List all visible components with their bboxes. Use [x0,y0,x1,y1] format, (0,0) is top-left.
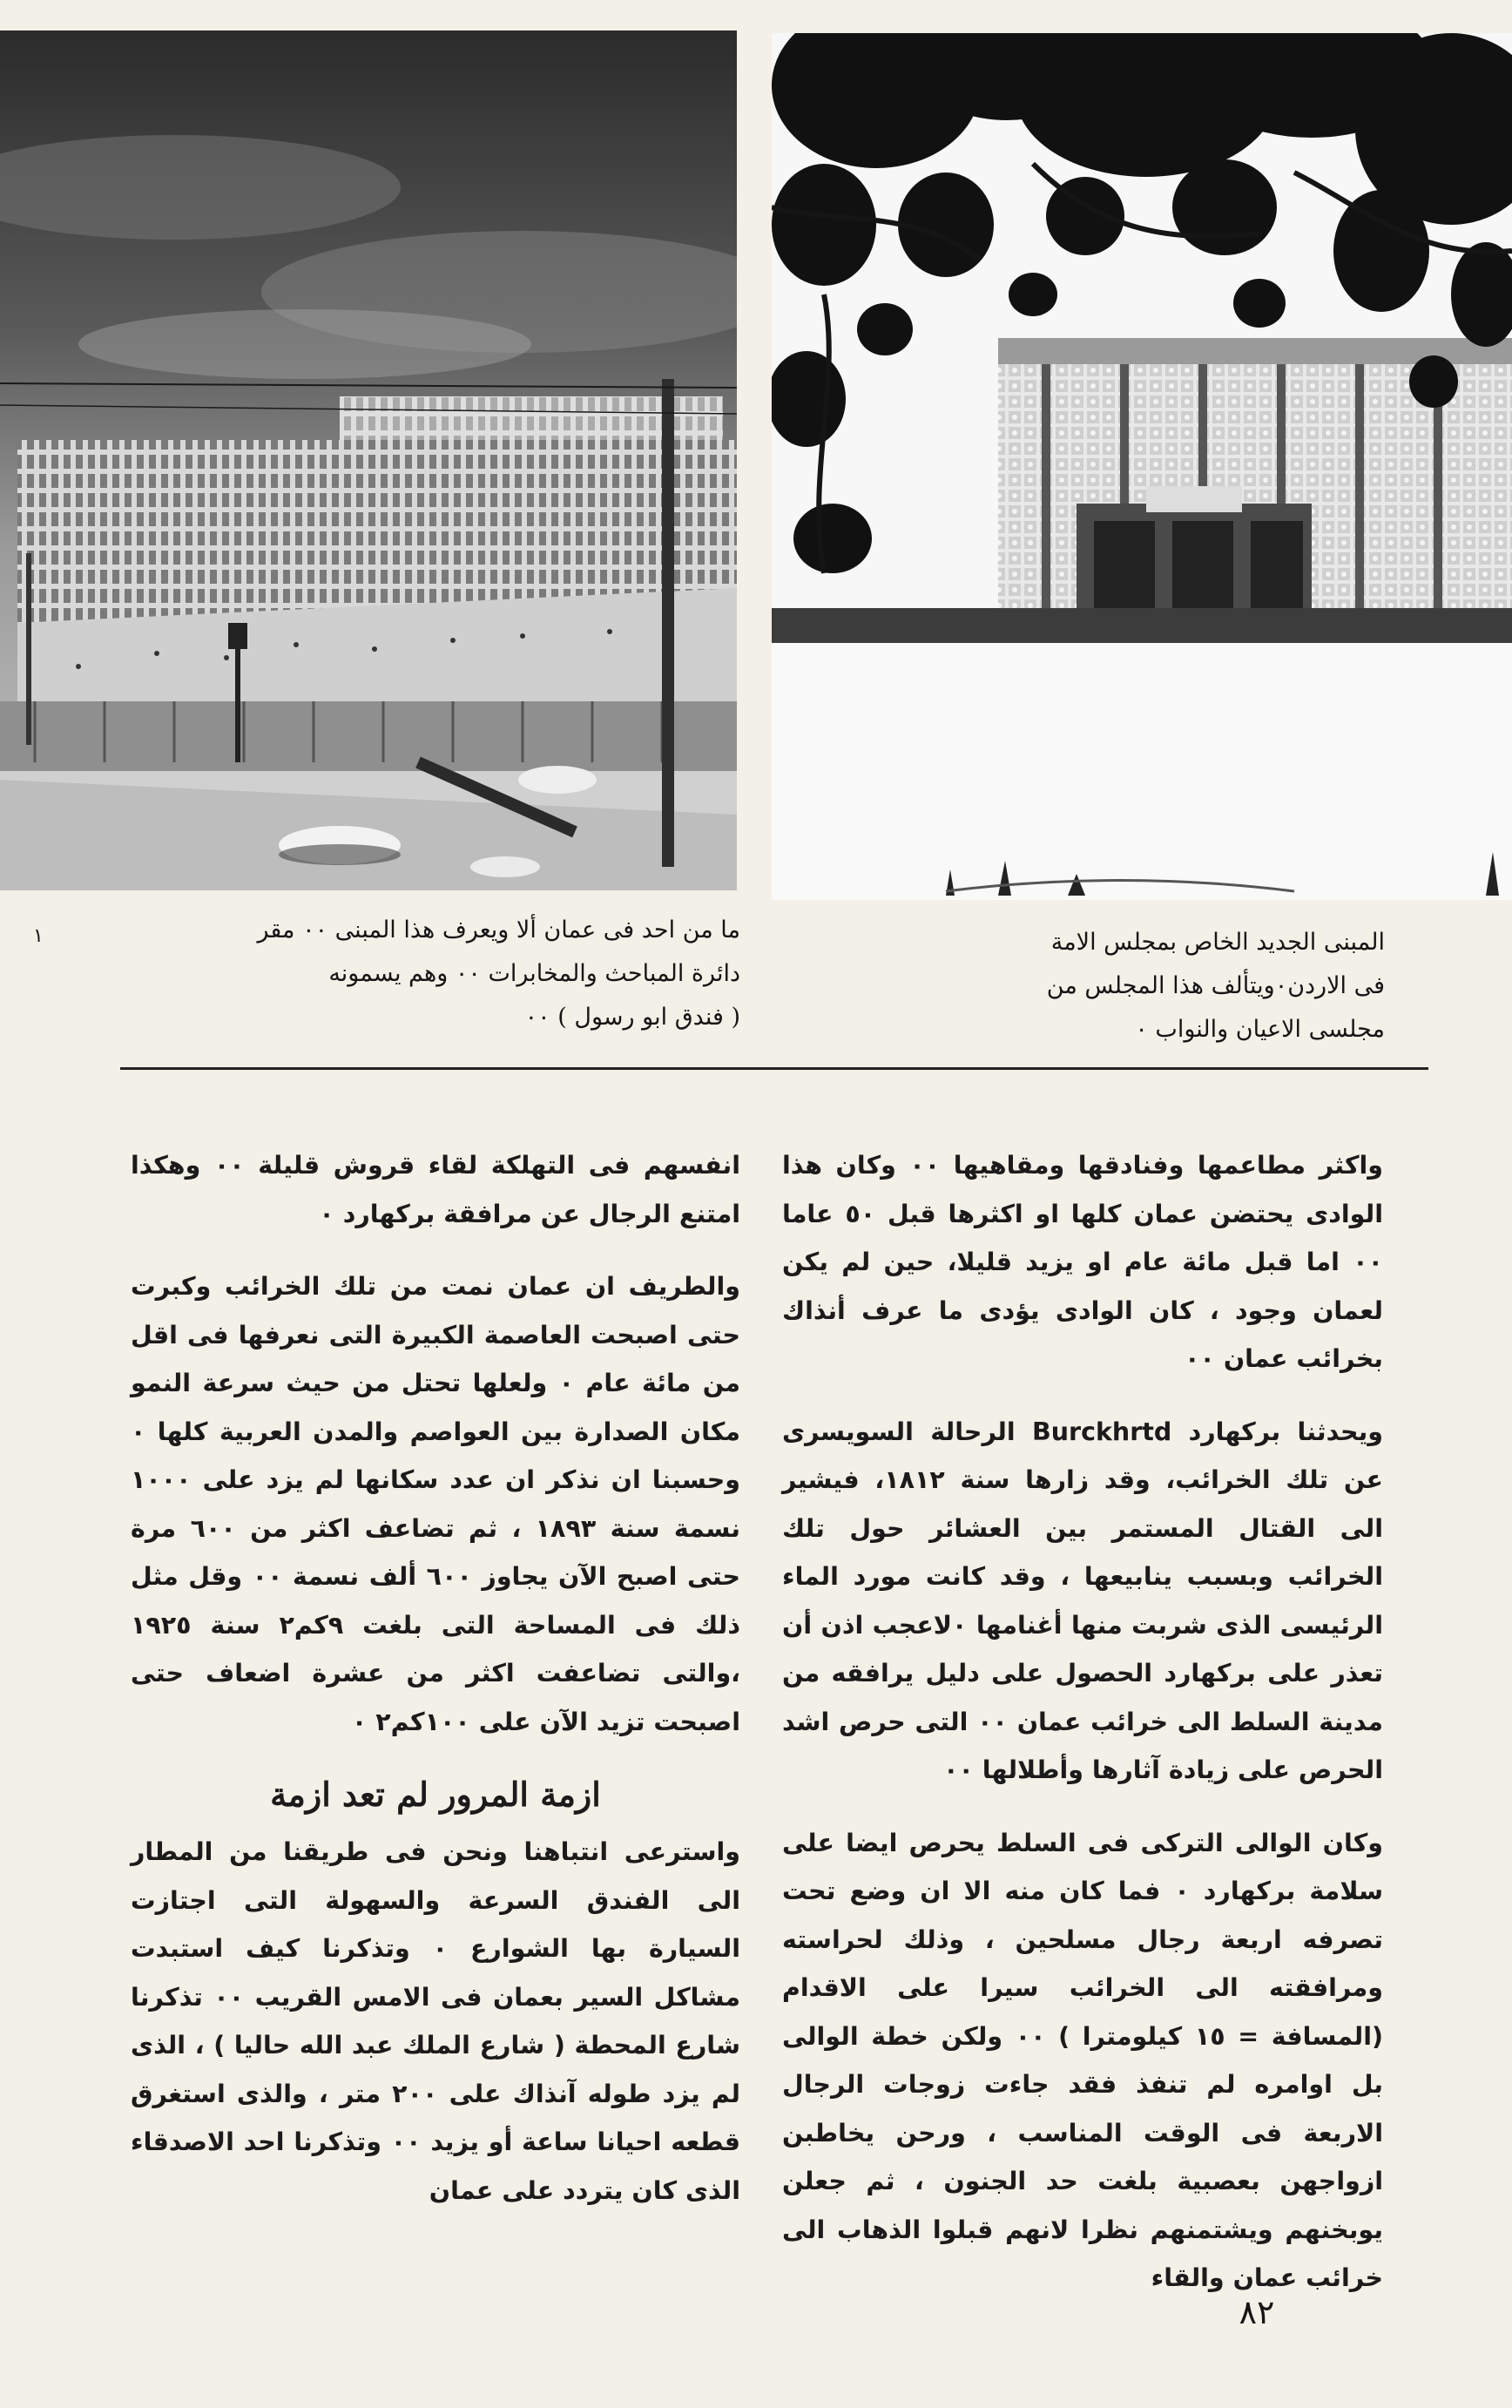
photo-intelligence-building [0,30,737,890]
article-column-right [782,1141,1383,2303]
caption-parliament-building [949,921,1385,1052]
paragraph: انفسهم فى التهلكة لقاء قروش قليلة ٠٠ وهكذا امتنع الرجال عن مرافقة بركهارد ٠ [131,1151,740,1228]
section-heading: ازمة المرور لم تعد ازمة [270,1775,601,1814]
caption-line: ( فندق ابو رسول ) ٠٠ [524,1004,740,1031]
side-mark: ١ [33,925,44,947]
paragraph: واسترعى انتباهنا ونحن فى طريقنا من المطار الى الفندق السرعة والسهولة التى اجتازت السيارة بها الشوارع ٠ وتذكرنا كيف استبدت مشاكل السير بعمان فى الامس القريب ٠٠ تذكرنا شارع المحطة ( شارع الملك عبد الله حاليا ) ، الذى لم يزد طوله آنذاك على ٢٠٠ متر ، والذى استغرق قطعه احيانا ساعة أو يزيد ٠٠ وتذكرنا احد الاصدقاء الذى كان يتردد على عمان [131,1837,740,2205]
caption-line: فى الاردن٠ويتألف هذا المجلس من [1046,972,1385,999]
article-column-left [131,1141,740,2215]
caption-line: دائرة المباحث والمخابرات ٠٠ وهم يسمونه [328,960,740,987]
caption-intelligence-building [96,909,740,1039]
page-number: ٨٢ [1239,2293,1275,2331]
paragraph: وكان الوالى التركى فى السلط يحرص ايضا على سلامة بركهارد ٠ فما كان منه الا ان وضع تحت تصرفه اربعة رجال مسلحين ، وذلك لحراسته ومرافقته الى الخرائب سيرا على الاقدام (المسافة = ١٥ كيلومترا ) ٠٠ ولكن خطة الوالى بل اوامره لم تنفذ فقد جاءت زوجات الرجال الاربعة فى الوقت المناسب ، ورحن يخاطبن ازواجهن بعصبية بلغت حد الجنون ، ثم جعلن يوبخنهم ويشتمنهم نظرا لانهم قبلوا الذهاب الى خرائب عمان والقاء [782,1828,1383,2292]
section-divider [120,1067,1428,1070]
paragraph: ويحدثنا بركهارد Burckhrtd الرحالة السويسرى عن تلك الخرائب، وقد زارها سنة ١٨١٢، فيشير الى القتال المستمر بين العشائر حول تلك الخرائب وبسبب ينابيعها ، وقد كانت مورد الماء الرئيسى الذى شربت منها أغنامها ٠لاعجب اذن أن تعذر على بركهارد الحصول على دليل يرافقه من مدينة السلط الى خرائب عمان ٠٠ التى حرص اشد الحرص على زيادة آثارها وأطلالها ٠٠ [782,1417,1383,1784]
caption-line: المبنى الجديد الخاص بمجلس الامة [1050,929,1385,956]
paragraph: واكثر مطاعمها وفنادقها ومقاهيها ٠٠ وكان هذا الوادى يحتضن عمان كلها او اكثرها قبل ٥٠ عاما ٠٠ اما قبل مائة عام او يزيد قليلا، حين لم يكن لعمان وجود ، كان الوادى يؤدى ما عرف أنذاك بخرائب عمان ٠٠ [782,1151,1384,1373]
paragraph: والطريف ان عمان نمت من تلك الخرائب وكبرت حتى اصبحت العاصمة الكبيرة التى نعرفها فى اقل من مائة عام ٠ ولعلها تحتل من حيث سرعة النمو مكان الصدارة بين العواصم والمدن العربية كلها ٠ وحسبنا ان نذكر ان عدد سكانها لم يزد على ١٠٠٠ نسمة سنة ١٨٩٣ ، ثم تضاعف اكثر من ٦٠٠ مرة حتى اصبح الآن يجاوز ٦٠٠ ألف نسمة ٠٠ وقل مثل ذلك فى المساحة التى بلغت ٩كم٢ سنة ١٩٢٥ ،والتى تضاعفت اكثر من عشرة اضعاف حتى اصبحت تزيد الآن على ١٠٠كم٢ ٠ [131,1272,741,1736]
photo-parliament-building [772,33,1512,900]
caption-line: مجلسى الاعيان والنواب ٠ [1135,1016,1385,1043]
caption-line: ما من احد فى عمان ألا ويعرف هذا المبنى ٠٠ مقر [257,917,740,944]
